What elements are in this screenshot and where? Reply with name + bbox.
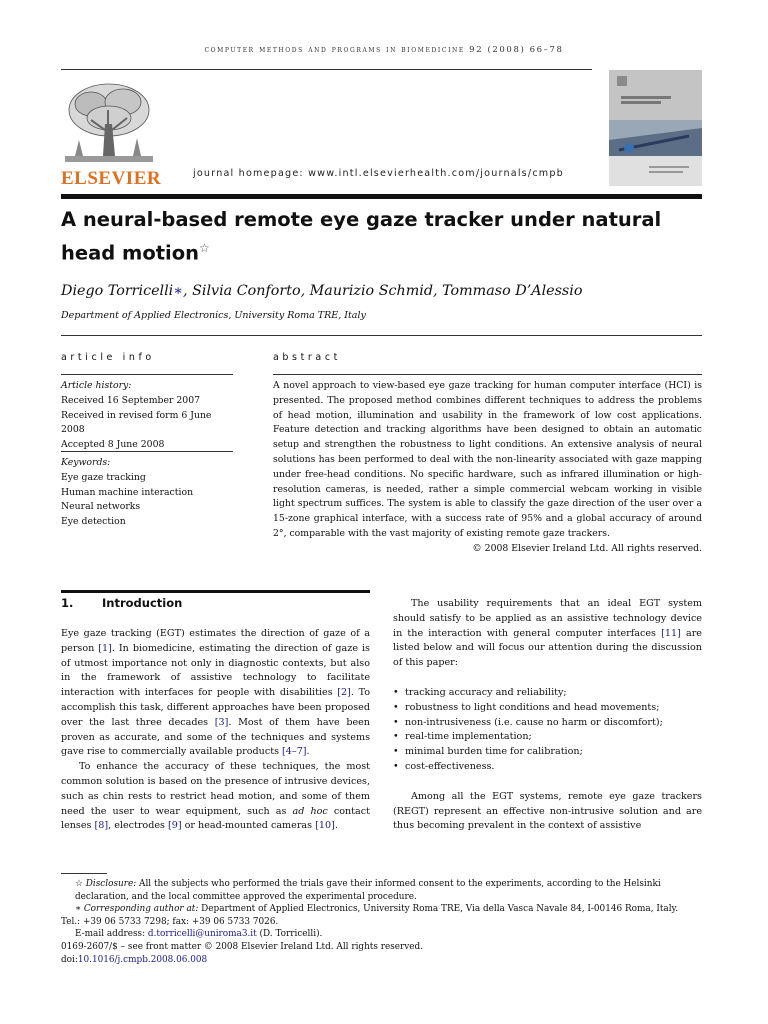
- footnote-mark: ☆: [75, 879, 83, 889]
- doi-label: doi:: [61, 954, 78, 965]
- citation-link[interactable]: [1]: [98, 642, 112, 654]
- elsevier-wordmark: ELSEVIER: [61, 168, 162, 189]
- tel-fax: Tel.: +39 06 5733 7298; fax: +39 06 5733 7026.: [61, 916, 279, 927]
- paragraph: [61, 627, 370, 760]
- footnote-mark: ∗: [75, 904, 82, 915]
- disclosure-text: All the subjects who performed the trials gave their informed consent to the experiments, according to the Helsinki declaration, and the local committee approved the experimental procedure.: [75, 879, 661, 902]
- citation-link[interactable]: [2]: [337, 687, 351, 699]
- list-item: • non-intrusiveness (i.e. cause no harm or discomfort);: [393, 716, 702, 731]
- list-item: • minimal burden time for calibration;: [393, 745, 702, 760]
- requirements-list: [393, 686, 702, 775]
- keyword-item: Eye detection: [61, 516, 126, 528]
- text-run: , electrodes: [108, 820, 168, 832]
- abstract-body: A novel approach to view-based eye gaze tracking for human computer interface (HCI) is presented. The proposed method combines different techniques to address the problems of head motion, illumination and usability in the framework of low cost applications. Feature detection and tracking algorithms have been designed to obtain an automatic setup and strengthen the robustness to light conditions. An extensive analysis of neural solutions has been performed to deal with the non-linearity associated with gaze mapping under free-head conditions. No specific hardware, such as infrared illumination or high-resolution cameras, is needed, rather a simple commercial webcam working in visible light spectrum suffices. The system is able to classify the gaze direction of the user over a 15-zone graphical interface, with a success rate of 95% and a global accuracy of around 2°, comparable with the vast majority of existing remote gaze trackers.: [273, 380, 702, 539]
- abstract-heading: abstract: [273, 352, 342, 363]
- journal-homepage[interactable]: journal homepage: www.intl.elsevierhealth.com/journals/cmpb: [193, 168, 564, 179]
- journal-cover-image: [609, 70, 702, 186]
- email-link[interactable]: d.torricelli@uniroma3.it: [147, 929, 257, 940]
- text-run: . Most of them have been proven as accurate, and some of the techniques and systems gave rise to commercially available products: [61, 716, 370, 758]
- corresponding-author-mark[interactable]: ∗: [173, 283, 183, 299]
- keywords-rule: [61, 451, 233, 452]
- title-footnote-mark[interactable]: ☆: [199, 241, 210, 255]
- keyword-item: Eye gaze tracking: [61, 471, 146, 483]
- citation-link[interactable]: [8]: [94, 820, 109, 832]
- email-label: E-mail address:: [75, 929, 148, 940]
- text-run: or head-mounted cameras: [181, 820, 316, 832]
- disclosure-footnote: [61, 878, 702, 903]
- article-info-heading: article info: [61, 352, 155, 363]
- footnote-rule: [61, 873, 107, 874]
- citation-link[interactable]: [3]: [214, 716, 229, 728]
- author-rest: , Silvia Conforto, Maurizio Schmid, Tommaso D’Alessio: [182, 283, 583, 299]
- text-run: .: [306, 746, 310, 758]
- history-label: Article history:: [61, 380, 132, 391]
- left-column: [61, 627, 370, 834]
- corresponding-label: Corresponding author at:: [83, 904, 199, 915]
- list-item: • robustness to light conditions and head movements;: [393, 701, 702, 716]
- citation-link[interactable]: [11]: [661, 627, 681, 639]
- doi-link[interactable]: 10.1016/j.cmpb.2008.06.008: [77, 954, 208, 965]
- article-history: [61, 379, 236, 453]
- disclosure-label: Disclosure:: [85, 879, 137, 889]
- citation-link[interactable]: [9]: [168, 820, 182, 832]
- text-run: Among all the EGT systems, remote eye gaze trackers (REGT) represent an effective non-intrusive solution and are thus becoming prevalent in the context of assistive: [393, 790, 702, 832]
- abstract-copyright: © 2008 Elsevier Ireland Ltd. All rights reserved.: [472, 542, 702, 554]
- citation-link[interactable]: [10]: [315, 820, 335, 832]
- text-run: Eye gaze tracking (EGT) estimates the direction of gaze of a person: [61, 628, 370, 654]
- keyword-item: Human machine interaction: [61, 486, 194, 498]
- keywords-label: Keywords:: [61, 457, 111, 468]
- citation-link[interactable]: [4–7]: [282, 746, 307, 758]
- affiliation: Department of Applied Electronics, University Roma TRE, Italy: [61, 310, 366, 321]
- history-accepted: Accepted 8 June 2008: [61, 439, 165, 451]
- author-first: Diego Torricelli: [61, 283, 174, 299]
- article-title: [61, 206, 701, 268]
- section-rule: [61, 335, 702, 336]
- abstract-rule: [273, 374, 702, 375]
- text-run: ad hoc: [292, 805, 328, 817]
- header-rule: [61, 69, 592, 70]
- text-run: are listed below and will focus our attention during the discussion of this paper:: [393, 627, 702, 669]
- section-heading: [61, 596, 182, 610]
- list-item: • cost-effectiveness.: [393, 760, 702, 775]
- email-line: [61, 928, 702, 941]
- paragraph: [393, 790, 702, 834]
- section-title: Introduction: [102, 596, 183, 610]
- author-list: [61, 283, 582, 299]
- history-received: Received 16 September 2007: [61, 394, 201, 406]
- abstract: [273, 379, 702, 557]
- corresponding-text: Department of Applied Electronics, University Roma TRE, Via della Vasca Navale 84, I-00146 Roma, Italy.: [198, 904, 679, 915]
- keywords: [61, 456, 236, 530]
- footnotes: [61, 878, 702, 966]
- issn-line: 0169-2607/$ – see front matter © 2008 Elsevier Ireland Ltd. All rights reserved.: [61, 941, 424, 952]
- paragraph: [393, 597, 702, 671]
- text-run: To enhance the accuracy of these techniques, the most common solution is based on the presence of intrusive devices, such as chin rests to restrict head motion, and some of them need the user to wear equipment, such as: [61, 761, 370, 817]
- right-column: [393, 597, 702, 834]
- text-run: contact lenses: [61, 805, 370, 832]
- text-run: . In biomedicine, estimating the direction of gaze is of utmost importance not only in diagnostic contexts, but also in the framework of assistive technology to facilitate interaction with interfaces for people with disabilities: [61, 642, 370, 699]
- history-revised: Received in revised form 6 June 2008: [61, 409, 212, 436]
- article-title-text: A neural-based remote eye gaze tracker under natural head motion: [61, 208, 662, 265]
- running-head: computer methods and programs in biomedicine 92 (2008) 66–78: [204, 45, 564, 55]
- doi-line: [61, 954, 702, 967]
- email-name: (D. Torricelli).: [256, 929, 323, 940]
- list-item: • real-time implementation;: [393, 730, 702, 745]
- title-rule: [61, 194, 702, 199]
- list-item: • tracking accuracy and reliability;: [393, 686, 702, 701]
- text-run: . To accomplish this task, different approaches have been proposed over the last three decades: [61, 687, 371, 728]
- section-heading-rule: [61, 590, 370, 593]
- article-info-rule: [61, 374, 233, 375]
- paragraph: [61, 760, 370, 834]
- text-run: The usability requirements that an ideal EGT system should satisfy to be applied as an assistive technology device in the interaction with general computer interfaces: [393, 598, 702, 639]
- elsevier-tree-logo: [61, 80, 157, 166]
- corresponding-footnote: [61, 903, 702, 916]
- section-number: 1.: [61, 596, 74, 610]
- text-run: .: [334, 820, 338, 832]
- keyword-item: Neural networks: [61, 501, 141, 513]
